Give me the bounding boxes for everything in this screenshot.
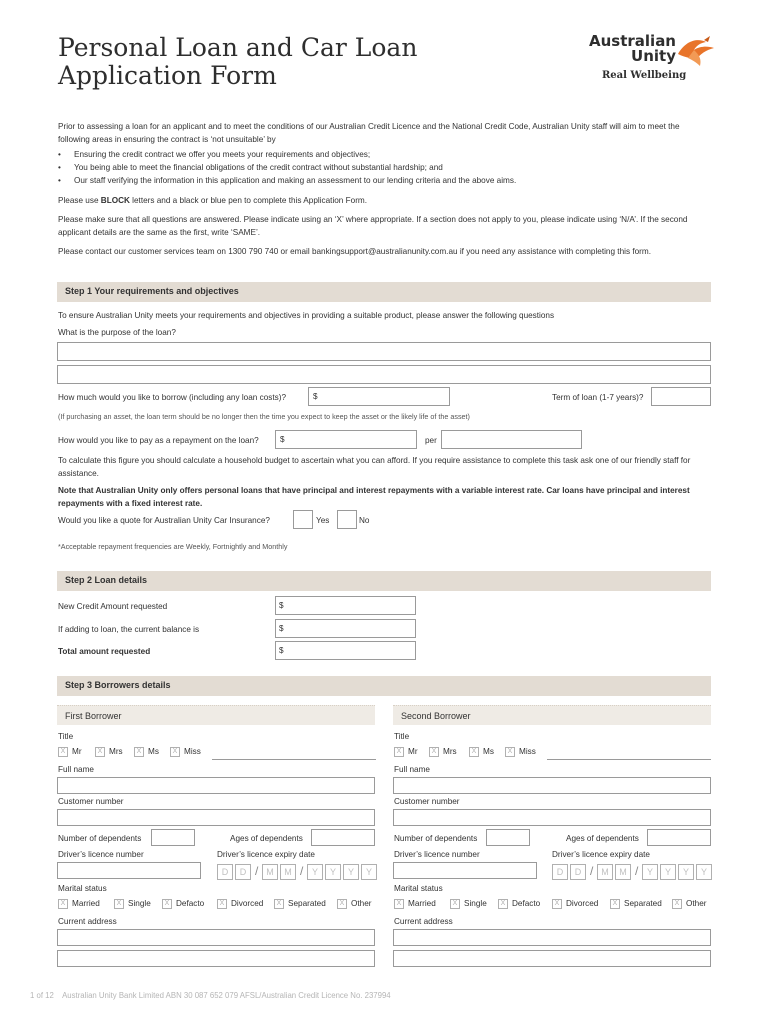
loan-term-input[interactable] bbox=[651, 387, 711, 406]
checkbox-icon: X bbox=[610, 899, 620, 909]
checkbox-icon: X bbox=[552, 899, 562, 909]
first-address-input-line2[interactable] bbox=[57, 950, 375, 967]
second-marital-separated[interactable]: X Separated bbox=[610, 899, 620, 909]
second-address-label: Current address bbox=[394, 917, 453, 926]
first-title-miss[interactable]: X Miss bbox=[170, 747, 180, 757]
logo-tagline: Real Wellbeing bbox=[602, 70, 687, 81]
first-marital-defacto[interactable]: X Defacto bbox=[162, 899, 172, 909]
page-title-line1: Personal Loan and Car Loan bbox=[58, 33, 418, 62]
currency-symbol: $ bbox=[280, 435, 285, 444]
loan-term-note: (If purchasing an asset, the loan term should be no longer then the time you expect to keep the asset or the likely life of the asset) bbox=[58, 412, 470, 421]
date-separator: / bbox=[300, 864, 304, 878]
loan-term-label: Term of loan (1-7 years)? bbox=[552, 393, 644, 402]
second-address-input-line2[interactable] bbox=[393, 950, 711, 967]
current-balance-input[interactable] bbox=[275, 619, 416, 638]
second-full-name-input[interactable] bbox=[393, 777, 711, 794]
checkbox-icon: X bbox=[469, 747, 479, 757]
checkbox-icon: X bbox=[498, 899, 508, 909]
second-customer-number-label: Customer number bbox=[394, 797, 460, 806]
first-borrower-heading: First Borrower bbox=[65, 711, 122, 721]
new-credit-input[interactable] bbox=[275, 596, 416, 615]
year-digit-box[interactable]: Y bbox=[696, 864, 712, 880]
first-title-label: Title bbox=[58, 732, 74, 741]
second-address-input-line1[interactable] bbox=[393, 929, 711, 946]
page-footer bbox=[30, 991, 391, 1000]
checkbox-icon: X bbox=[337, 899, 347, 909]
currency-symbol: $ bbox=[279, 646, 284, 655]
second-marital-defacto[interactable]: X Defacto bbox=[498, 899, 508, 909]
checkbox-icon: X bbox=[274, 899, 284, 909]
first-dependents-input[interactable] bbox=[151, 829, 195, 846]
repayment-label: How would you like to pay as a repayment on the loan? bbox=[58, 436, 259, 445]
year-digit-box[interactable]: Y bbox=[678, 864, 694, 880]
intro-paragraph-4: Please contact our customer services team on 1300 790 740 or email bankingsupport@australianunity.com.au if you need any assistance with completing this form. bbox=[58, 247, 651, 256]
checkbox-icon: X bbox=[170, 747, 180, 757]
year-digit-box[interactable]: Y bbox=[343, 864, 359, 880]
page-title bbox=[58, 34, 417, 90]
new-credit-label: New Credit Amount requested bbox=[58, 602, 168, 611]
month-digit-box[interactable]: M bbox=[615, 864, 631, 880]
second-expiry-date-input[interactable] bbox=[552, 864, 712, 882]
quote-no-checkbox[interactable] bbox=[337, 510, 357, 529]
second-marital-single[interactable]: X Single bbox=[450, 899, 460, 909]
first-dependents-label: Number of dependents bbox=[58, 834, 142, 843]
first-licence-label: Driver’s licence number bbox=[58, 850, 144, 859]
first-title-ms[interactable]: X Ms bbox=[134, 747, 144, 757]
step1-heading: Step 1 Your requirements and objectives bbox=[65, 286, 239, 296]
first-address-label: Current address bbox=[58, 917, 117, 926]
repayment-amount-input[interactable] bbox=[275, 430, 417, 449]
per-label: per bbox=[425, 436, 437, 445]
logo-wordmark bbox=[584, 34, 676, 64]
checkbox-icon: X bbox=[58, 747, 68, 757]
logo-line1: Australian bbox=[589, 32, 676, 50]
second-marital-divorced[interactable]: X Divorced bbox=[552, 899, 562, 909]
second-marital-other[interactable]: X Other bbox=[672, 899, 682, 909]
checkbox-icon: X bbox=[394, 747, 404, 757]
calculation-note: To calculate this figure you should calculate a household budget to ascertain what you can afford. If you require assistance to complete this task ask one of our friendly staff for assistance. bbox=[58, 456, 691, 478]
month-digit-box[interactable]: M bbox=[280, 864, 296, 880]
first-ages-input[interactable] bbox=[311, 829, 375, 846]
page-title-line2: Application Form bbox=[58, 61, 277, 90]
intro-paragraph-1: Prior to assessing a loan for an applicant and to meet the conditions of our Australian Credit Licence and the National Credit Code, Australian Unity staff will aim to meet the following areas in ensuring the contract is ‘not unsuitable’ by bbox=[58, 122, 680, 144]
day-digit-box[interactable]: D bbox=[552, 864, 568, 880]
interest-note: Note that Australian Unity only offers personal loans that have principal and interest repayments with a variable interest rate. Car loans have principal and interest repayments with a fixed interest rate. bbox=[58, 486, 690, 508]
checkbox-icon: X bbox=[58, 899, 68, 909]
year-digit-box[interactable]: Y bbox=[307, 864, 323, 880]
step2-heading: Step 2 Loan details bbox=[65, 575, 148, 585]
checkbox-icon: X bbox=[114, 899, 124, 909]
total-amount-label: Total amount requested bbox=[58, 647, 151, 656]
second-title-label: Title bbox=[394, 732, 410, 741]
step3-heading-bar bbox=[57, 676, 711, 696]
date-separator: / bbox=[255, 864, 259, 878]
checkbox-icon: X bbox=[217, 899, 227, 909]
second-licence-input[interactable] bbox=[393, 862, 537, 879]
australian-unity-logo bbox=[584, 34, 720, 84]
second-dependents-label: Number of dependents bbox=[394, 834, 478, 843]
first-marital-label: Marital status bbox=[58, 884, 107, 893]
first-marital-separated[interactable]: X Separated bbox=[274, 899, 284, 909]
quote-yes-checkbox[interactable] bbox=[293, 510, 313, 529]
first-marital-single[interactable]: X Single bbox=[114, 899, 124, 909]
second-title-miss[interactable]: X Miss bbox=[505, 747, 515, 757]
first-title-mrs[interactable]: X Mrs bbox=[95, 747, 105, 757]
first-licence-input[interactable] bbox=[57, 862, 201, 879]
first-expiry-date-input[interactable] bbox=[217, 864, 377, 882]
day-digit-box[interactable]: D bbox=[235, 864, 251, 880]
second-marital-label: Marital status bbox=[394, 884, 443, 893]
intro-paragraph-3: Please make sure that all questions are answered. Please indicate using an ‘X’ where appropriate. If a section does not apply to you, please indicate using ‘N/A’. If the second applicant details are the same as the first, write ‘SAME’. bbox=[58, 215, 688, 237]
first-marital-married[interactable]: X Married bbox=[58, 899, 68, 909]
step1-intro: To ensure Australian Unity meets your requirements and objectives in providing a suitable product, please answer the following questions bbox=[58, 311, 555, 320]
first-title-mr[interactable]: X Mr bbox=[58, 747, 68, 757]
first-customer-number-label: Customer number bbox=[58, 797, 124, 806]
logo-line2: Unity bbox=[631, 47, 676, 65]
year-digit-box[interactable]: Y bbox=[361, 864, 377, 880]
year-digit-box[interactable]: Y bbox=[325, 864, 341, 880]
step1-heading-bar bbox=[57, 282, 711, 302]
first-expiry-label: Driver’s licence expiry date bbox=[217, 850, 315, 859]
total-amount-input[interactable] bbox=[275, 641, 416, 660]
second-marital-options bbox=[394, 899, 712, 911]
second-borrower-heading: Second Borrower bbox=[401, 711, 471, 721]
first-marital-options bbox=[58, 899, 376, 911]
step3-heading: Step 3 Borrowers details bbox=[65, 680, 171, 690]
second-customer-number-input[interactable] bbox=[393, 809, 711, 826]
year-digit-box[interactable]: Y bbox=[642, 864, 658, 880]
second-borrower-heading-bar bbox=[393, 705, 711, 725]
day-digit-box[interactable]: D bbox=[217, 864, 233, 880]
first-title-other-input[interactable] bbox=[212, 744, 376, 760]
checkbox-icon: X bbox=[672, 899, 682, 909]
intro-bullet-list: • Ensuring the credit contract we offer you meets your requirements and objectives; • You being able to meet the financial obligations of the credit contract without substantial hardship; and • Our staff verifying the information in this application and making an assessment to our lending criteria and the above aims. bbox=[58, 150, 517, 185]
checkbox-icon: X bbox=[162, 899, 172, 909]
first-full-name-label: Full name bbox=[58, 765, 94, 774]
current-balance-label: If adding to loan, the current balance is bbox=[58, 625, 200, 634]
purpose-input-line1[interactable] bbox=[57, 342, 711, 361]
second-licence-label: Driver’s licence number bbox=[394, 850, 480, 859]
checkbox-icon: X bbox=[450, 899, 460, 909]
second-title-ms[interactable]: X Ms bbox=[469, 747, 479, 757]
first-marital-other[interactable]: X Other bbox=[337, 899, 347, 909]
currency-symbol: $ bbox=[279, 601, 284, 610]
first-marital-divorced[interactable]: X Divorced bbox=[217, 899, 227, 909]
page-number: 1 of 12 bbox=[30, 991, 54, 1000]
checkbox-icon: X bbox=[95, 747, 105, 757]
first-customer-number-input[interactable] bbox=[57, 809, 375, 826]
date-separator: / bbox=[590, 864, 594, 878]
first-borrower-heading-bar bbox=[57, 705, 375, 725]
intro-paragraph-2: Please use BLOCK letters and a black or blue pen to complete this Application Form. bbox=[58, 196, 368, 205]
first-address-input-line1[interactable] bbox=[57, 929, 375, 946]
borrow-amount-input[interactable] bbox=[308, 387, 450, 406]
quote-no-label: No bbox=[359, 516, 370, 525]
second-title-mrs[interactable]: X Mrs bbox=[429, 747, 439, 757]
repayment-frequency-input[interactable] bbox=[441, 430, 582, 449]
second-ages-input[interactable] bbox=[647, 829, 711, 846]
month-digit-box[interactable]: M bbox=[597, 864, 613, 880]
second-full-name-label: Full name bbox=[394, 765, 430, 774]
borrow-amount-label: How much would you like to borrow (including any loan costs)? bbox=[58, 393, 286, 402]
checkbox-icon: X bbox=[394, 899, 404, 909]
first-ages-label: Ages of dependents bbox=[230, 834, 303, 843]
step2-heading-bar bbox=[57, 571, 711, 591]
year-digit-box[interactable]: Y bbox=[660, 864, 676, 880]
bird-logo-icon bbox=[676, 34, 716, 68]
repayment-frequency-note: *Acceptable repayment frequencies are Weekly, Fortnightly and Monthly bbox=[58, 542, 288, 551]
second-marital-married[interactable]: X Married bbox=[394, 899, 404, 909]
second-ages-label: Ages of dependents bbox=[566, 834, 639, 843]
purpose-label: What is the purpose of the loan? bbox=[58, 328, 176, 337]
second-title-mr[interactable]: X Mr bbox=[394, 747, 404, 757]
day-digit-box[interactable]: D bbox=[570, 864, 586, 880]
first-full-name-input[interactable] bbox=[57, 777, 375, 794]
second-title-other-input[interactable] bbox=[547, 744, 711, 760]
checkbox-icon: X bbox=[505, 747, 515, 757]
month-digit-box[interactable]: M bbox=[262, 864, 278, 880]
second-expiry-label: Driver’s licence expiry date bbox=[552, 850, 650, 859]
checkbox-icon: X bbox=[134, 747, 144, 757]
car-insurance-quote-label: Would you like a quote for Australian Unity Car Insurance? bbox=[58, 516, 270, 525]
date-separator: / bbox=[635, 864, 639, 878]
currency-symbol: $ bbox=[279, 624, 284, 633]
footer-legal-text: Australian Unity Bank Limited ABN 30 087 652 079 AFSL/Australian Credit Licence No. 237994 bbox=[62, 991, 391, 1000]
second-dependents-input[interactable] bbox=[486, 829, 530, 846]
quote-yes-label: Yes bbox=[316, 516, 330, 525]
checkbox-icon: X bbox=[429, 747, 439, 757]
purpose-input-line2[interactable] bbox=[57, 365, 711, 384]
currency-symbol: $ bbox=[313, 392, 318, 401]
